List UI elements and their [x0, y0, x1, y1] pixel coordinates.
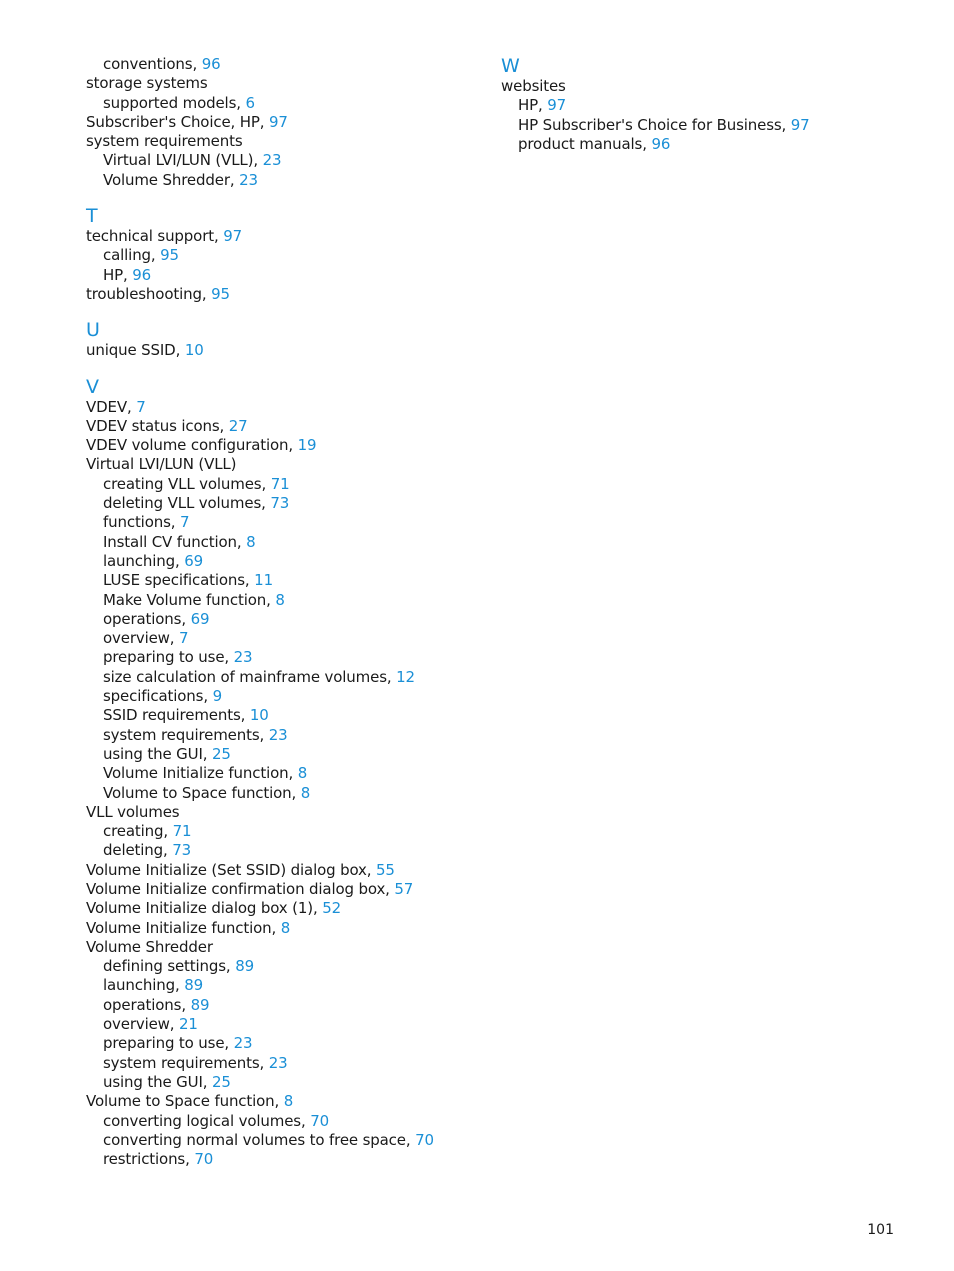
- page-reference-link[interactable]: 8: [300, 783, 311, 802]
- index-subentry: [86, 745, 486, 764]
- index-subentry: [86, 1073, 486, 1092]
- index-term: SSID requirements,: [103, 706, 250, 725]
- page-reference-link[interactable]: 12: [396, 667, 415, 686]
- index-subentry: [86, 1015, 486, 1034]
- page-reference-link[interactable]: 96: [651, 134, 671, 153]
- index-term: Virtual LVI/LUN (VLL): [86, 455, 237, 474]
- index-term: storage systems: [86, 74, 208, 93]
- index-term: product manuals,: [518, 134, 652, 153]
- index-term: deleting VLL volumes,: [103, 494, 271, 513]
- index-term: Install CV function,: [103, 532, 247, 551]
- index-term: Volume to Space function,: [86, 1092, 284, 1111]
- index-subentry: [86, 475, 486, 494]
- page-reference-link[interactable]: 8: [246, 532, 256, 551]
- index-subentry: [501, 116, 921, 135]
- page-reference-link[interactable]: 7: [179, 513, 190, 532]
- page-reference-link[interactable]: 70: [415, 1130, 434, 1149]
- index-term: using the GUI,: [103, 1072, 212, 1091]
- index-entry: [86, 74, 486, 93]
- index-term: Volume Initialize (Set SSID) dialog box,: [86, 860, 377, 879]
- index-term: system requirements: [86, 132, 243, 151]
- index-term: troubleshooting,: [86, 284, 212, 303]
- index-subentry: [86, 706, 486, 725]
- index-term: conventions,: [103, 55, 202, 73]
- index-letter-heading: U: [86, 319, 100, 342]
- page-reference-link[interactable]: 73: [270, 494, 290, 513]
- index-term: technical support,: [86, 227, 224, 246]
- page-reference-link[interactable]: 95: [160, 246, 179, 265]
- index-subentry: [86, 571, 486, 590]
- page-reference-link[interactable]: 71: [270, 474, 290, 493]
- index-term: VDEV volume configuration,: [86, 436, 298, 455]
- index-term: websites: [501, 77, 566, 95]
- index-term: Volume Initialize dialog box (1),: [86, 899, 323, 918]
- index-term: specifications,: [103, 687, 213, 706]
- page-reference-link[interactable]: 8: [280, 918, 291, 937]
- index-term: launching,: [103, 976, 185, 995]
- page-number: 101: [867, 1222, 894, 1238]
- index-term: unique SSID,: [86, 341, 185, 360]
- index-term: Volume Shredder: [86, 937, 213, 956]
- page-reference-link[interactable]: 23: [268, 725, 288, 744]
- page-reference-link[interactable]: 23: [262, 151, 282, 170]
- index-entry: [86, 436, 486, 455]
- index-subentry: [86, 648, 486, 667]
- index-term: restrictions,: [103, 1150, 195, 1169]
- index-term: HP,: [518, 96, 548, 115]
- page-reference-link[interactable]: 97: [269, 112, 288, 131]
- index-term: converting logical volumes,: [103, 1111, 311, 1130]
- index-subentry: [86, 552, 486, 571]
- index-column-right: [501, 55, 921, 154]
- page-reference-link[interactable]: 19: [297, 436, 317, 455]
- index-subentry: [86, 822, 486, 841]
- index-entry: [86, 455, 486, 474]
- page-reference-link[interactable]: 73: [172, 841, 192, 860]
- index-term: operations,: [103, 995, 191, 1014]
- index-term: creating VLL volumes,: [103, 474, 271, 493]
- page-reference-link[interactable]: 95: [211, 284, 230, 303]
- page-reference-link[interactable]: 89: [190, 995, 210, 1014]
- index-entry: [86, 398, 486, 417]
- index-subentry: [86, 1054, 486, 1073]
- index-subentry: [86, 533, 486, 552]
- index-term: HP Subscriber's Choice for Business,: [518, 115, 791, 134]
- index-term: LUSE specifications,: [103, 571, 255, 590]
- page-reference-link[interactable]: 71: [172, 822, 192, 841]
- page-reference-link[interactable]: 27: [228, 416, 248, 435]
- index-subentry: [86, 976, 486, 995]
- index-subentry: [86, 1034, 486, 1053]
- index-term: Volume Shredder,: [103, 170, 240, 189]
- page-reference-link[interactable]: 11: [254, 571, 273, 590]
- page-reference-link[interactable]: 69: [190, 609, 210, 628]
- index-term: launching,: [103, 551, 185, 570]
- index-subentry: [86, 764, 486, 783]
- index-column-left: [86, 55, 486, 1169]
- index-term: defining settings,: [103, 957, 236, 976]
- index-term: VDEV,: [86, 397, 137, 416]
- index-term: converting normal volumes to free space,: [103, 1130, 416, 1149]
- index-entry: [86, 899, 486, 918]
- index-term: using the GUI,: [103, 744, 212, 763]
- page-reference-link[interactable]: 97: [223, 227, 242, 246]
- index-subentry: [86, 957, 486, 976]
- page-reference-link[interactable]: 7: [136, 397, 146, 416]
- index-entry: [86, 341, 486, 360]
- index-entry: [86, 417, 486, 436]
- index-subentry: [86, 1131, 486, 1150]
- index-term: Subscriber's Choice, HP,: [86, 112, 270, 131]
- index-subentry: [86, 513, 486, 532]
- page-reference-link[interactable]: 57: [394, 879, 414, 898]
- index-entry: [86, 861, 486, 880]
- index-term: VLL volumes: [86, 802, 180, 821]
- page-reference-link[interactable]: 25: [211, 1072, 231, 1091]
- page-reference-link[interactable]: 7: [179, 629, 189, 648]
- page-reference-link[interactable]: 70: [194, 1150, 214, 1169]
- index-letter-heading: V: [86, 375, 99, 398]
- index-subentry: [86, 687, 486, 706]
- page-reference-link[interactable]: 69: [184, 551, 204, 570]
- index-subentry: [86, 841, 486, 860]
- page-reference-link[interactable]: 96: [132, 265, 152, 284]
- index-term: preparing to use,: [103, 648, 234, 667]
- index-term: overview,: [103, 629, 180, 648]
- index-subentry: [501, 135, 921, 154]
- index-subentry: [86, 668, 486, 687]
- index-subentry: [86, 151, 486, 170]
- index-term: system requirements,: [103, 1053, 269, 1072]
- page-reference-link[interactable]: 52: [322, 899, 341, 918]
- index-term: size calculation of mainframe volumes,: [103, 667, 397, 686]
- page-reference-link[interactable]: 70: [310, 1111, 329, 1130]
- page-reference-link[interactable]: 89: [235, 957, 254, 976]
- page-reference-link[interactable]: 23: [233, 1034, 253, 1053]
- index-term: supported models,: [103, 93, 246, 112]
- index-term: Volume Initialize confirmation dialog box,: [86, 879, 395, 898]
- page-reference-link[interactable]: 8: [275, 590, 285, 609]
- index-subentry: [86, 784, 486, 803]
- index-term: HP,: [103, 265, 133, 284]
- index-subentry: [86, 266, 486, 285]
- index-term: Make Volume function,: [103, 590, 276, 609]
- index-subentry: [86, 591, 486, 610]
- index-term: overview,: [103, 1015, 180, 1034]
- index-subentry: [86, 94, 486, 113]
- index-letter-heading: T: [86, 205, 98, 228]
- page-reference-link[interactable]: 21: [179, 1015, 198, 1034]
- index-term: preparing to use,: [103, 1034, 234, 1053]
- index-subentry: [86, 610, 486, 629]
- index-entry: [86, 132, 486, 151]
- index-entry: [86, 803, 486, 822]
- index-term: Volume to Space function,: [103, 783, 301, 802]
- page-reference-link[interactable]: 89: [184, 976, 204, 995]
- index-entry: [86, 285, 486, 304]
- index-term: functions,: [103, 513, 180, 532]
- page-reference-link[interactable]: 25: [211, 744, 231, 763]
- page-reference-link[interactable]: 8: [297, 764, 308, 783]
- index-letter-heading: W: [501, 55, 520, 77]
- index-entry: [86, 919, 486, 938]
- index-term: creating,: [103, 822, 173, 841]
- index-subentry: [86, 171, 486, 190]
- index-term: VDEV status icons,: [86, 416, 229, 435]
- page-reference-link[interactable]: 55: [376, 860, 395, 879]
- index-subentry: [86, 726, 486, 745]
- index-entry: [86, 880, 486, 899]
- index-subentry: [86, 55, 486, 74]
- index-entry: [86, 113, 486, 132]
- index-subentry: [86, 1112, 486, 1131]
- index-term: Virtual LVI/LUN (VLL),: [103, 151, 263, 170]
- page-reference-link[interactable]: 9: [212, 687, 222, 706]
- page-reference-link[interactable]: 8: [283, 1092, 294, 1111]
- page-reference-link[interactable]: 10: [249, 706, 269, 725]
- index-subentry: [86, 996, 486, 1015]
- page-reference-link[interactable]: 97: [790, 115, 810, 134]
- page-reference-link[interactable]: 23: [233, 648, 253, 667]
- index-term: deleting,: [103, 841, 173, 860]
- index-term: calling,: [103, 246, 161, 265]
- index-entry: [86, 1092, 486, 1111]
- index-entry: [501, 77, 921, 96]
- index-entry: [86, 938, 486, 957]
- page-reference-link[interactable]: 96: [201, 55, 221, 73]
- index-subentry: [86, 494, 486, 513]
- index-subentry: [86, 246, 486, 265]
- index-term: system requirements,: [103, 725, 269, 744]
- page-reference-link[interactable]: 23: [268, 1053, 288, 1072]
- index-term: Volume Initialize function,: [103, 764, 298, 783]
- index-subentry: [86, 1150, 486, 1169]
- index-entry: [86, 227, 486, 246]
- index-subentry: [86, 629, 486, 648]
- index-subentry: [501, 96, 921, 115]
- page-reference-link[interactable]: 6: [245, 93, 255, 112]
- page-reference-link[interactable]: 23: [239, 170, 258, 189]
- index-term: operations,: [103, 609, 191, 628]
- page-reference-link[interactable]: 97: [547, 96, 567, 115]
- page-reference-link[interactable]: 10: [184, 341, 204, 360]
- index-term: Volume Initialize function,: [86, 918, 281, 937]
